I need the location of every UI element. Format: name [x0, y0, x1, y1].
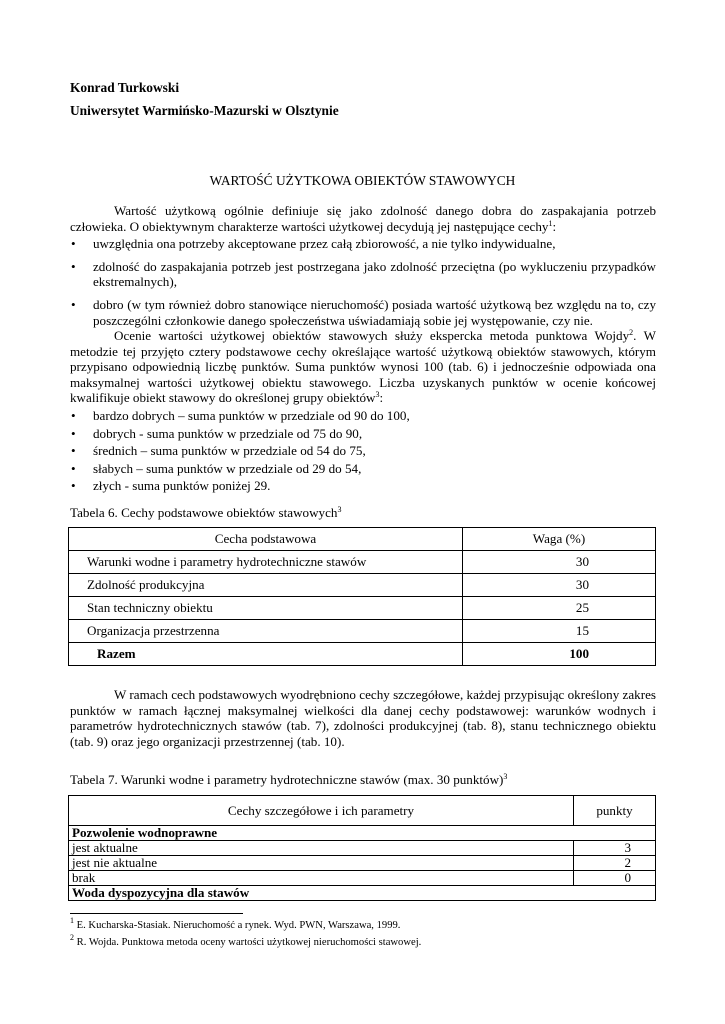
table-cell: brak: [69, 871, 574, 886]
table-section-heading: Pozwolenie wodnoprawne: [69, 826, 656, 841]
footnote-ref: 2: [629, 328, 634, 337]
list-item: • dobro (w tym również dobro stanowiące nieruchomość) posiada wartość użytkową bez względu na to, czy poszczególni członkowie danego społeczeństwa uświadamiają sobie jej występowanie, czy nie.: [70, 297, 656, 328]
list-item: • słabych – suma punktów w przedziale od 29 do 54,: [70, 461, 656, 477]
table7-caption-text: Tabela 7. Warunki wodne i parametry hydrotechniczne stawów (max. 30 punktów): [70, 772, 504, 787]
table-row: [69, 856, 656, 871]
grade-bullet-list: [70, 408, 656, 494]
table-cell: 2: [574, 856, 656, 871]
list-item: • bardzo dobrych – suma punktów w przedziale od 90 do 100,: [70, 408, 656, 424]
footnote-text: E. Kucharska-Stasiak. Nieruchomość a rynek. Wyd. PWN, Warszawa, 1999.: [76, 920, 401, 931]
table-header-row: [69, 796, 656, 826]
table-total-label: Razem: [69, 643, 463, 666]
table-6: [68, 527, 656, 666]
table-row: [69, 597, 656, 620]
list-item: • dobrych - suma punktów w przedziale od 75 do 90,: [70, 426, 656, 442]
table-header-cell: Cecha podstawowa: [69, 528, 463, 551]
table-section-row: [69, 886, 656, 901]
after-table6-paragraph: W ramach cech podstawowych wyodrębniono cechy szczegółowe, każdej przypisując określony zakres punktów w ramach łącznej maksymalnej wielkości dla danej cechy podstawowej: warunków wodnych i parametrów hydrotechnicznych stawów (tab. 7), zdolności produkcyjnej (tab. 8), stanu technicznego obiektu (tab. 9) oraz jego organizacji przestrzennej (tab. 10).: [70, 687, 656, 749]
table6-caption-text: Tabela 6. Cechy podstawowe obiektów stawowych: [70, 505, 338, 520]
footnote-divider: [70, 913, 243, 914]
table-row: [69, 841, 656, 856]
table-section-row: [69, 826, 656, 841]
method-text-1: Ocenie wartości użytkowej obiektów stawowych służy ekspercka metoda punktowa Wojdy: [114, 328, 630, 343]
table-cell: 30: [463, 551, 656, 574]
method-text-2: . W metodzie tej przyjęto cztery podstawowe cechy określające wartość użytkową obiektów stawowych, którym przypisano odpowiednią liczbę punktów. Suma punktów wynosi 100 (tab. 6) i jednocześnie odpowiada ona maksymalnej wartości użytkowej obiektu stawowego. Liczba uzyskanych punktów w ocenie końcowej kwalifikuje obiekt stawowy do określonej grupy obiektów: [70, 328, 656, 406]
intro-bullet-list: [70, 236, 656, 328]
method-paragraph: [70, 328, 656, 406]
table-header-row: [69, 528, 656, 551]
footnote-ref: 1: [548, 218, 553, 228]
table-row: [69, 551, 656, 574]
table-header-cell: Cechy szczegółowe i ich parametry: [69, 796, 574, 826]
table-cell: jest aktualne: [69, 841, 574, 856]
author-affiliation: Uniwersytet Warmińsko-Mazurski w Olsztynie: [70, 103, 339, 118]
intro-section: [70, 203, 656, 328]
footnote-number: 2: [70, 933, 74, 942]
method-text-3: :: [379, 390, 384, 406]
method-section: [70, 328, 656, 494]
table-header-cell: punkty: [574, 796, 656, 826]
table-section-heading: Woda dyspozycyjna dla stawów: [69, 886, 656, 901]
table-cell: Warunki wodne i parametry hydrotechniczne stawów: [69, 551, 463, 574]
table-cell: 25: [463, 597, 656, 620]
table-cell: Stan techniczny obiektu: [69, 597, 463, 620]
table7-caption: [70, 772, 507, 788]
table-total-value: 100: [463, 643, 656, 666]
footnote-number: 1: [70, 916, 74, 925]
table6-caption: [70, 505, 341, 521]
footnote: [70, 933, 422, 948]
table-cell: 3: [574, 841, 656, 856]
table-7: [68, 795, 656, 901]
list-item: • uwzględnia ona potrzeby akceptowane przez całą zbiorowość, a nie tylko indywidualne,: [70, 236, 656, 252]
table-row: [69, 871, 656, 886]
list-item: • zdolność do zaspakajania potrzeb jest postrzegana jako zdolność przeciętna (po wykluczeniu przypadków ekstremalnych),: [70, 259, 656, 290]
intro-text: Wartość użytkową ogólnie definiuje się jako zdolność danego dobra do zaspakajania potrzeb człowieka. O obiektywnym charakterze wartości użytkowej decydują jej następujące cechy: [70, 203, 656, 234]
intro-tail: :: [552, 218, 557, 234]
table-cell: 30: [463, 574, 656, 597]
intro-paragraph: [70, 203, 656, 234]
footnote-ref: 3: [375, 390, 380, 400]
table-header-cell: Waga (%): [463, 528, 656, 551]
table-total-row: [69, 643, 656, 666]
table-cell: Zdolność produkcyjna: [69, 574, 463, 597]
list-item: • średnich – suma punktów w przedziale od 54 do 75,: [70, 443, 656, 459]
table-cell: Organizacja przestrzenna: [69, 620, 463, 643]
footnote-ref: 3: [503, 772, 508, 781]
footnote-ref: 3: [337, 505, 342, 514]
footnote: [70, 916, 401, 931]
table-cell: jest nie aktualne: [69, 856, 574, 871]
table-row: [69, 620, 656, 643]
table-row: [69, 574, 656, 597]
document-title: WARTOŚĆ UŻYTKOWA OBIEKTÓW STAWOWYCH: [209, 173, 516, 188]
table-cell: 0: [574, 871, 656, 886]
table-cell: 15: [463, 620, 656, 643]
list-item: • złych - suma punktów poniżej 29.: [70, 478, 656, 494]
footnote-text: R. Wojda. Punktowa metoda oceny wartości użytkowej nieruchomości stawowej.: [76, 937, 422, 948]
author-name: Konrad Turkowski: [70, 80, 180, 95]
